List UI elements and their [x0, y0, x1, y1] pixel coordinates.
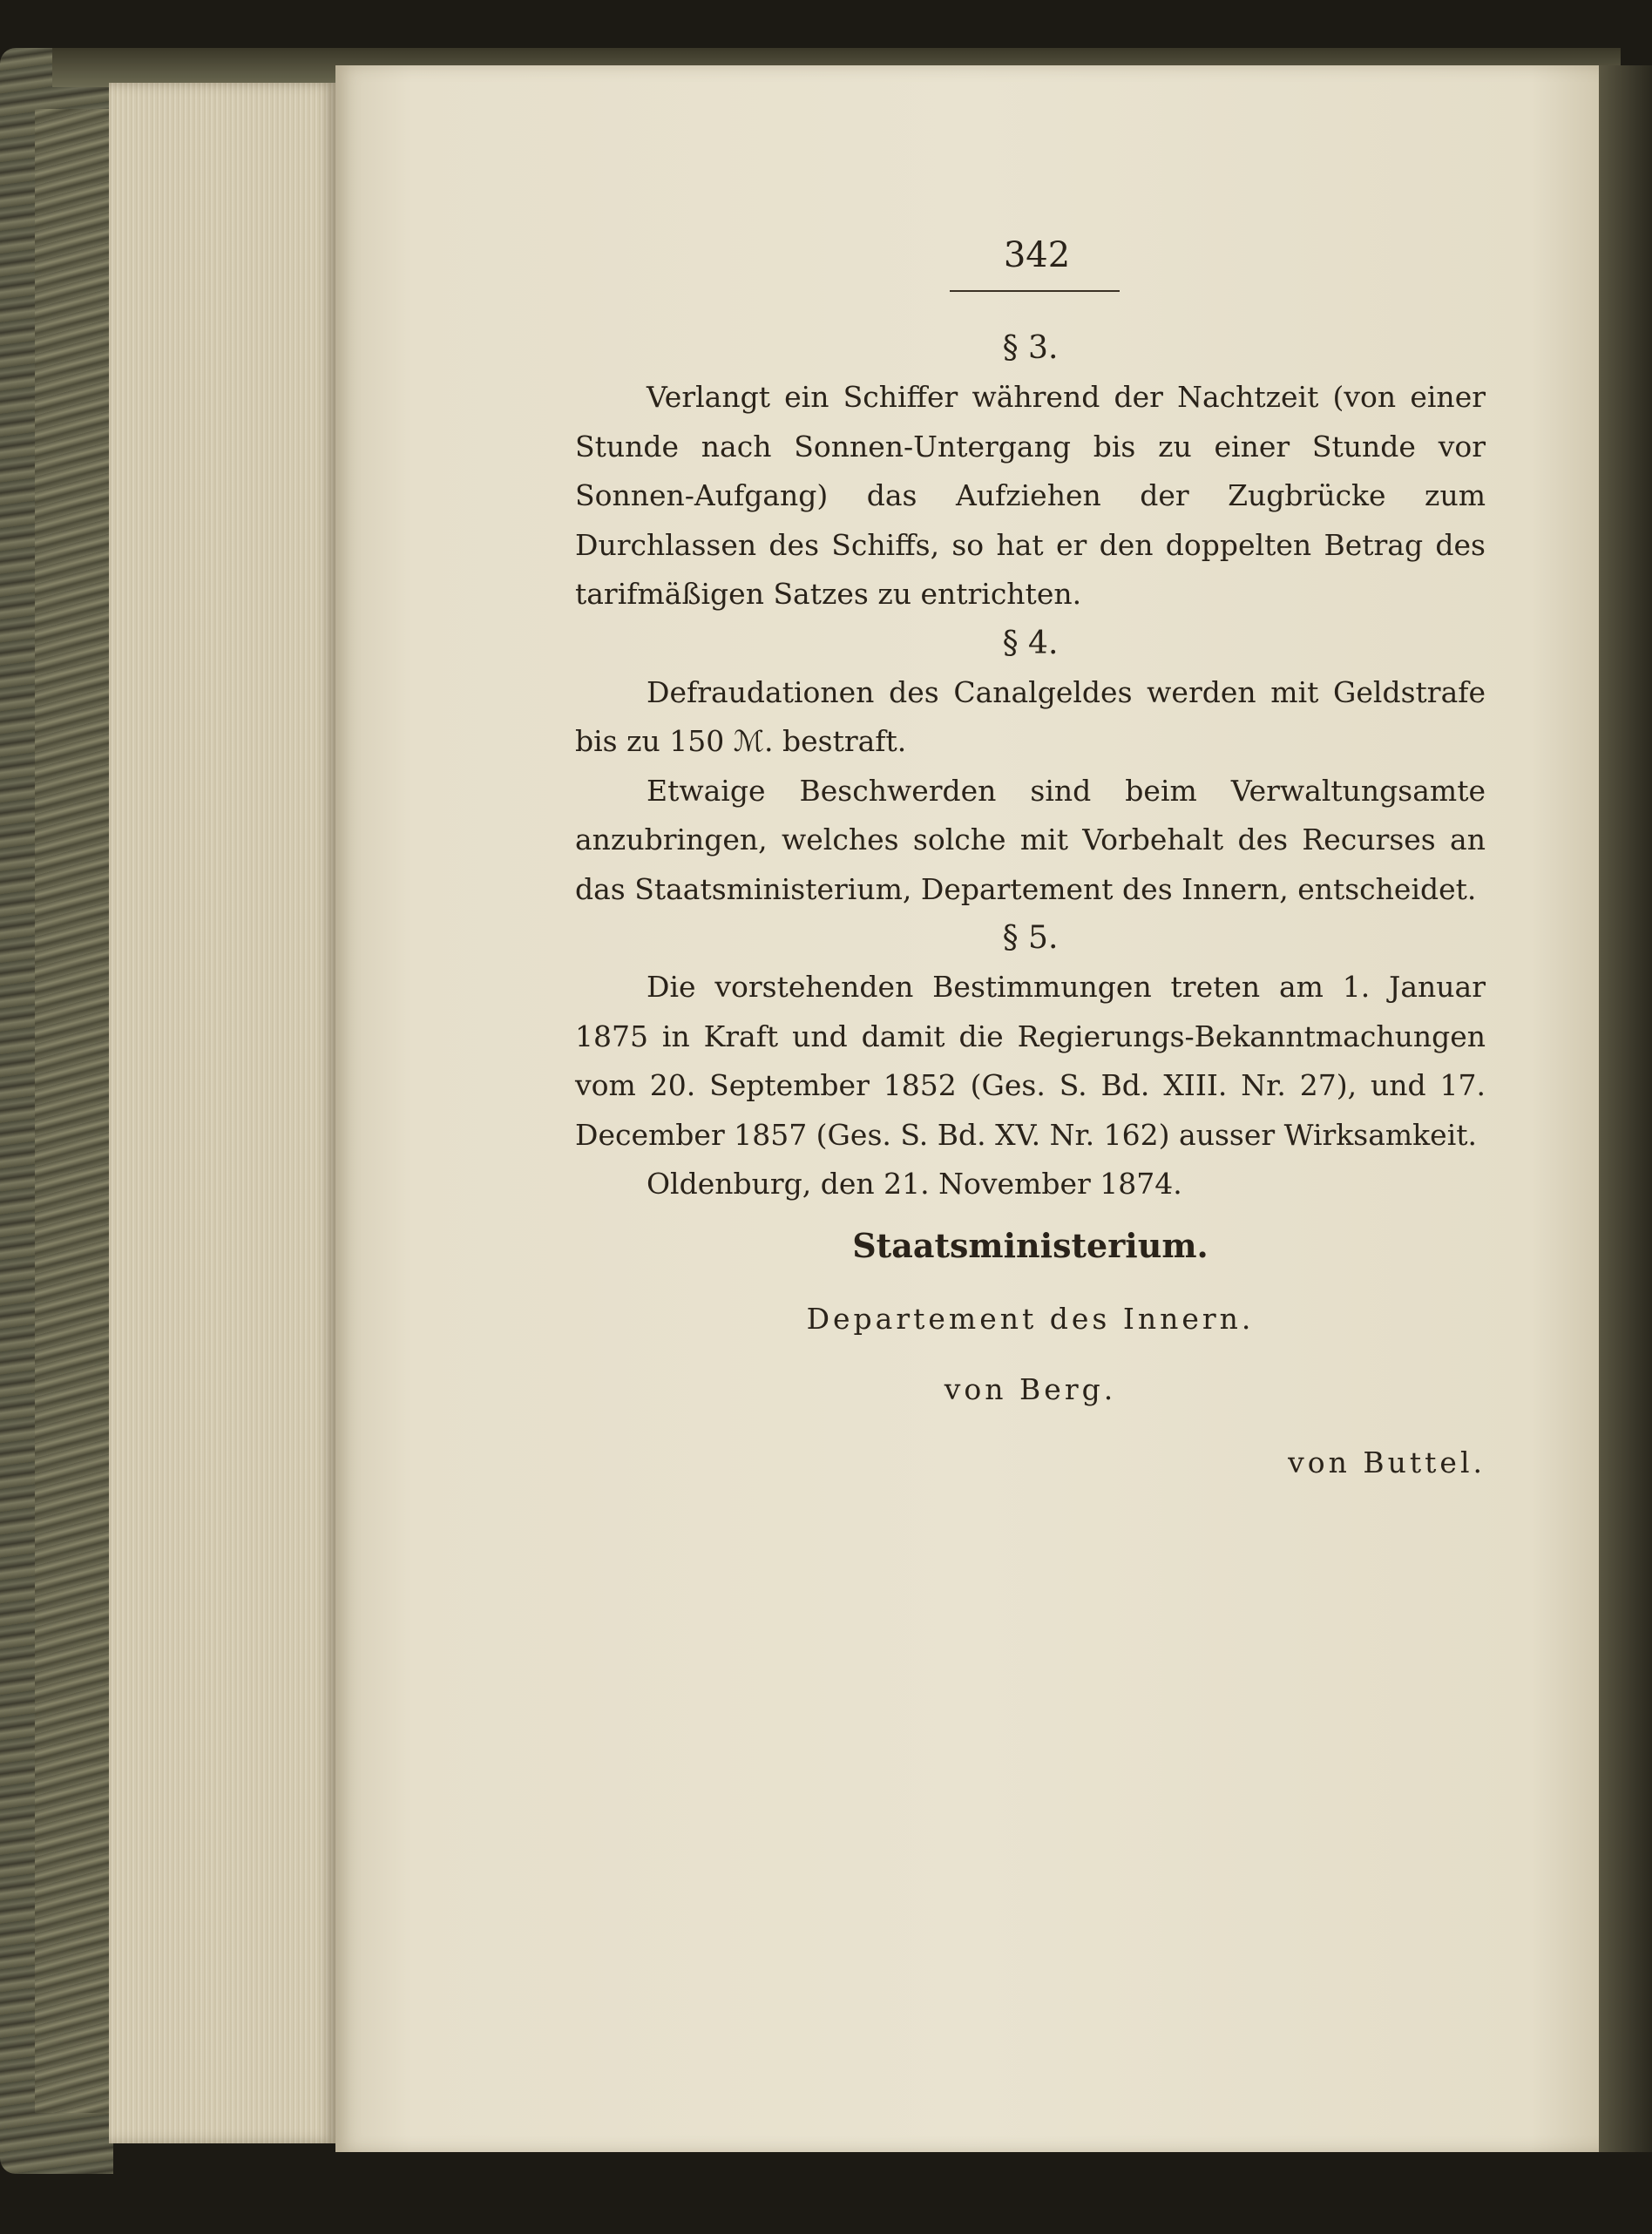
signature-authority: Staatsministerium.	[852, 1225, 1209, 1265]
signature-signer: von Berg.	[944, 1371, 1117, 1406]
section-heading-3: § 3.	[1002, 330, 1059, 366]
page-number: 342	[1003, 235, 1071, 275]
section-3-paragraph: Verlangt ein Schiffer während der Nachtzeit (von einer Stunde nach Sonnen-Untergang bis zu einer Stunde vor Sonnen-Aufgang) das Aufziehen der Zugbrücke zum Durchlassen des Schiffs, so hat er den doppelten Betrag des tarifmäßigen Satzes zu entrichten.	[575, 380, 1486, 611]
facing-page-edge	[1599, 65, 1652, 2152]
page-number-rule	[950, 290, 1120, 292]
signature-countersigner: von Buttel.	[1288, 1445, 1486, 1479]
section-heading-4: § 4.	[1002, 625, 1059, 661]
main-text	[575, 324, 1486, 1502]
section-heading-5: § 5.	[1002, 920, 1059, 956]
section-4-paragraph-2: Etwaige Beschwerden sind beim Verwaltungsamte anzubringen, welches solche mit Vorbehalt des Recurses an das Staatsministerium, Departement des Innern, entscheidet.	[575, 773, 1486, 906]
place-date: Oldenburg, den 21. November 1874.	[647, 1167, 1182, 1201]
section-5-paragraph: Die vorstehenden Bestimmungen treten am 1. Januar 1875 in Kraft und damit die Regierungs-Bekanntmachungen vom 20. September 1852 (Ges. S. Bd. XIII. Nr. 27), und 17. December 1857 (Ges. S. Bd. XV. Nr. 162) ausser Wirksamkeit.	[575, 970, 1486, 1152]
signature-department: Departement des Innern.	[806, 1301, 1255, 1336]
book-binding	[0, 48, 113, 2174]
page-edges	[109, 83, 335, 2143]
marbled-cover	[35, 109, 109, 2113]
section-4-paragraph-1: Defraudationen des Canalgeldes werden mit Geldstrafe bis zu 150 ℳ. bestraft.	[575, 674, 1486, 758]
